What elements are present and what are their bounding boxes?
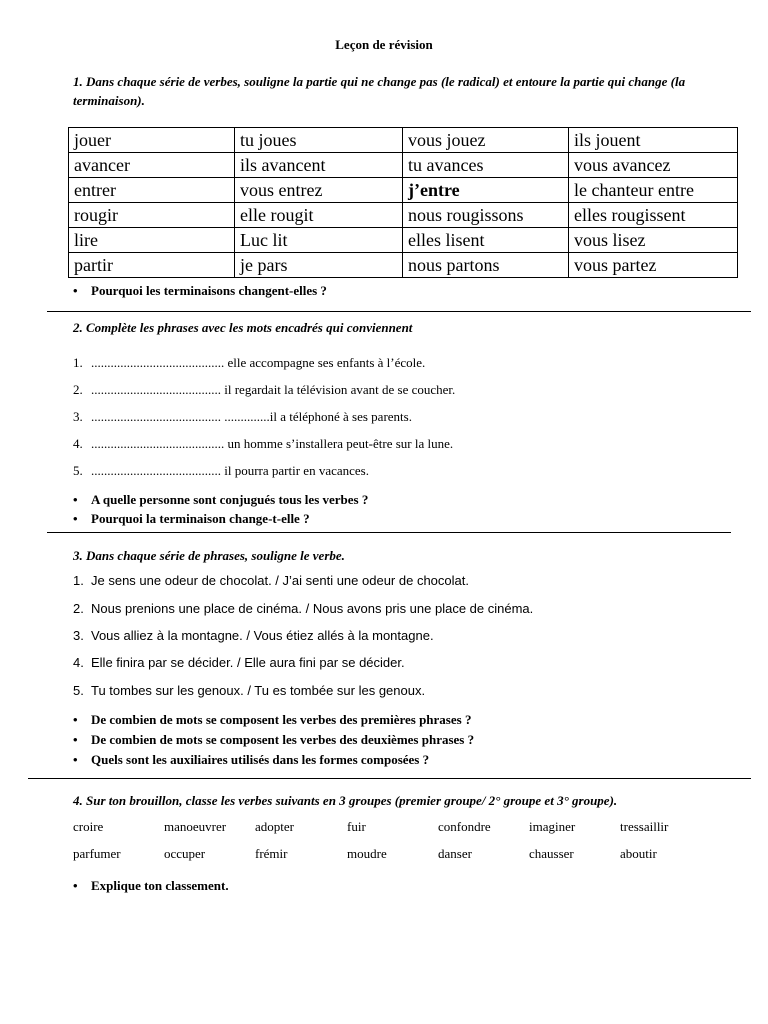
table-cell: elles rougissent: [569, 203, 738, 228]
section4-instruction: 4. Sur ton brouillon, classe les verbes suivants en 3 groupes (premier groupe/ 2° groupe et 3° groupe).: [73, 793, 618, 808]
table-row: [69, 228, 738, 253]
table-cell: j’entre: [403, 178, 569, 203]
fill-in-item: 2. ........................................ il regardait la télévision avant de se coucher.: [73, 382, 456, 397]
page-title: Leçon de révision: [335, 37, 433, 52]
question-bullet: • De combien de mots se composent les verbes des deuxièmes phrases ?: [73, 731, 474, 749]
table-cell: le chanteur entre: [569, 178, 738, 203]
divider: [28, 778, 751, 779]
verb-item: aboutir: [620, 846, 657, 861]
verb-item: imaginer: [529, 819, 576, 834]
verb-item: chausser: [529, 846, 574, 861]
section3-instruction: 3. Dans chaque série de phrases, souligne le verbe.: [73, 548, 345, 563]
verb-item: adopter: [255, 819, 294, 834]
sentence-item: 3. Vous alliez à la montagne. / Vous étiez allés à la montagne.: [73, 628, 434, 643]
table-cell: entrer: [69, 178, 235, 203]
table-cell: nous rougissons: [403, 203, 569, 228]
table-cell: vous partez: [569, 253, 738, 278]
verb-item: occuper: [164, 846, 206, 861]
table-cell: Luc lit: [235, 228, 403, 253]
verb-item: fuir: [347, 819, 366, 834]
table-cell: jouer: [69, 128, 235, 153]
table-row: [69, 203, 738, 228]
table-cell: avancer: [69, 153, 235, 178]
fill-in-item: 3. ........................................ ..............il a téléphoné à ses parents.: [73, 409, 412, 424]
table-cell: elle rougit: [235, 203, 403, 228]
question-bullet: • Explique ton classement.: [73, 877, 229, 895]
table-cell: partir: [69, 253, 235, 278]
verb-list-row: [73, 846, 753, 864]
question-bullet: • Quels sont les auxiliaires utilisés dans les formes composées ?: [73, 751, 429, 769]
sentence-item: 1. Je sens une odeur de chocolat. / J’ai senti une odeur de chocolat.: [73, 573, 469, 588]
table-cell: rougir: [69, 203, 235, 228]
table-row: [69, 153, 738, 178]
verb-item: frémir: [255, 846, 288, 861]
fill-in-item: 4. ......................................... un homme s’installera peut-être sur la lune.: [73, 436, 454, 451]
divider: [47, 311, 751, 312]
table-row: [69, 253, 738, 278]
section2-instruction: 2. Complète les phrases avec les mots encadrés qui conviennent: [73, 320, 413, 335]
sentence-item: 2. Nous prenions une place de cinéma. / Nous avons pris une place de cinéma.: [73, 601, 534, 616]
verb-table: [68, 127, 738, 278]
table-cell: vous entrez: [235, 178, 403, 203]
sentence-item: 5. Tu tombes sur les genoux. / Tu es tombée sur les genoux.: [73, 683, 426, 698]
fill-in-item: 1. ......................................... elle accompagne ses enfants à l’école.: [73, 355, 426, 370]
table-cell: tu avances: [403, 153, 569, 178]
table-cell: vous jouez: [403, 128, 569, 153]
fill-in-item: 5. ........................................ il pourra partir en vacances.: [73, 463, 369, 478]
verb-item: moudre: [347, 846, 387, 861]
section1-instruction: 1. Dans chaque série de verbes, souligne la partie qui ne change pas (le radical) et entoure la partie qui change (la terminaison).: [73, 74, 686, 108]
verb-item: danser: [438, 846, 472, 861]
table-cell: tu joues: [235, 128, 403, 153]
table-row: [69, 128, 738, 153]
verb-item: parfumer: [73, 846, 121, 861]
table-cell: vous avancez: [569, 153, 738, 178]
table-cell: ils avancent: [235, 153, 403, 178]
table-row: [69, 178, 738, 203]
verb-item: manoeuvrer: [164, 819, 227, 834]
question-bullet: • De combien de mots se composent les verbes des premières phrases ?: [73, 711, 471, 729]
verb-item: tressaillir: [620, 819, 669, 834]
table-cell: ils jouent: [569, 128, 738, 153]
table-cell: je pars: [235, 253, 403, 278]
question-bullet: • Pourquoi la terminaison change-t-elle ?: [73, 510, 310, 528]
question-bullet: • A quelle personne sont conjugués tous les verbes ?: [73, 491, 368, 509]
table-cell: lire: [69, 228, 235, 253]
table-cell: nous partons: [403, 253, 569, 278]
verb-list-row: [73, 819, 753, 837]
table-cell: elles lisent: [403, 228, 569, 253]
verb-item: croire: [73, 819, 104, 834]
verb-item: confondre: [438, 819, 491, 834]
table-cell: vous lisez: [569, 228, 738, 253]
question-bullet: • Pourquoi les terminaisons changent-elles ?: [73, 282, 327, 300]
divider: [47, 532, 731, 533]
sentence-item: 4. Elle finira par se décider. / Elle aura fini par se décider.: [73, 655, 405, 670]
